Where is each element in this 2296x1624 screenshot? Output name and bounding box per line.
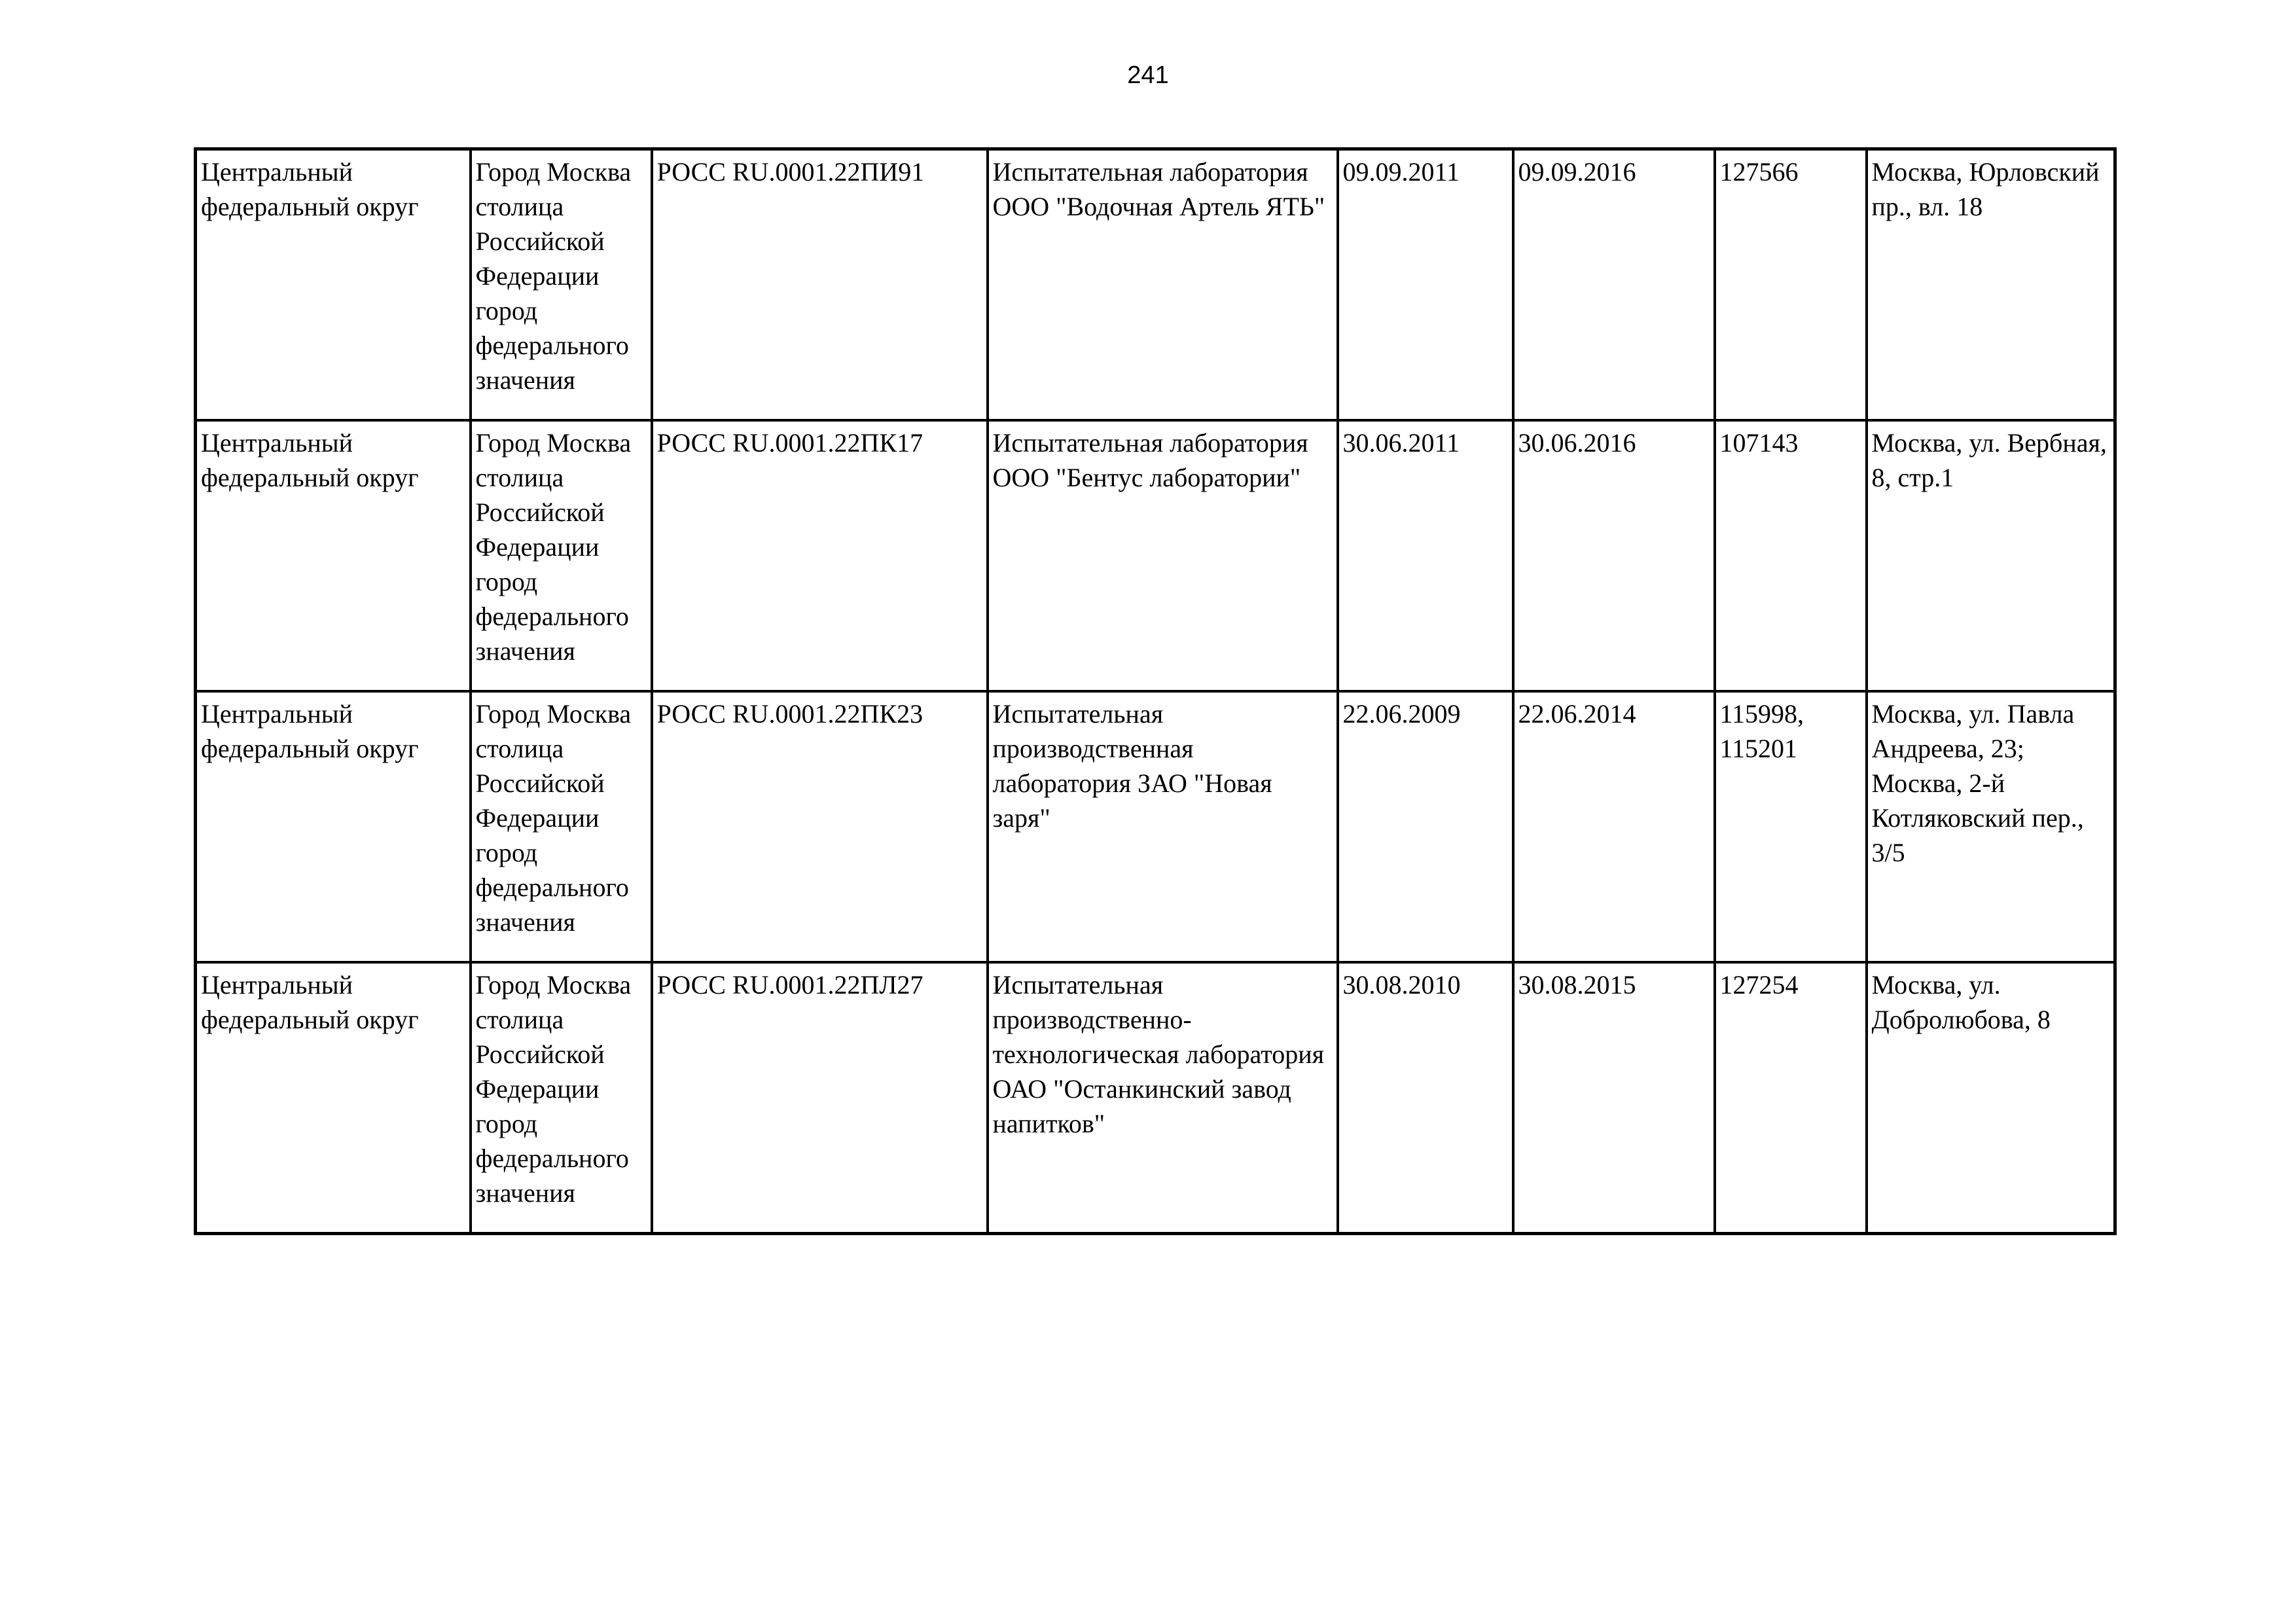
date-from-cell: 09.09.2011 (1338, 149, 1513, 421)
lab-name-cell: Испытательная лаборатория ООО "Водочная Артель ЯТЬ" (988, 149, 1338, 421)
address-cell: Москва, ул. Добролюбова, 8 (1867, 962, 2115, 1234)
reg-number-cell: РОСС RU.0001.22ПЛ27 (652, 962, 988, 1234)
region-cell: Город Москва столица Российской Федерации город федерального значения (471, 420, 652, 691)
reg-number-cell: РОСС RU.0001.22ПК17 (652, 420, 988, 691)
table-row (196, 962, 2115, 1234)
page-number: 241 (1127, 62, 1169, 89)
date-to-cell: 30.06.2016 (1513, 420, 1715, 691)
registry-table (194, 147, 2117, 1235)
region-cell: Город Москва столица Российской Федерации город федерального значения (471, 691, 652, 962)
table-row (196, 420, 2115, 691)
lab-name-cell: Испытательная производственная лаборатория ЗАО "Новая заря" (988, 691, 1338, 962)
postcode-cell: 115998, 115201 (1715, 691, 1867, 962)
date-from-cell: 30.06.2011 (1338, 420, 1513, 691)
date-from-cell: 22.06.2009 (1338, 691, 1513, 962)
address-cell: Москва, ул. Павла Андреева, 23; Москва, 2-й Котляковский пер., 3/5 (1867, 691, 2115, 962)
date-to-cell: 30.08.2015 (1513, 962, 1715, 1234)
table-row (196, 149, 2115, 421)
district-cell: Центральный федеральный округ (196, 962, 471, 1234)
lab-name-cell: Испытательная производственно-технологическая лаборатория ОАО "Останкинский завод напитков" (988, 962, 1338, 1234)
postcode-cell: 127254 (1715, 962, 1867, 1234)
district-cell: Центральный федеральный округ (196, 149, 471, 421)
region-cell: Город Москва столица Российской Федерации город федерального значения (471, 962, 652, 1234)
reg-number-cell: РОСС RU.0001.22ПК23 (652, 691, 988, 962)
postcode-cell: 107143 (1715, 420, 1867, 691)
date-to-cell: 22.06.2014 (1513, 691, 1715, 962)
district-cell: Центральный федеральный округ (196, 691, 471, 962)
table-row (196, 691, 2115, 962)
postcode-cell: 127566 (1715, 149, 1867, 421)
address-cell: Москва, Юрловский пр., вл. 18 (1867, 149, 2115, 421)
address-cell: Москва, ул. Вербная, 8, стр.1 (1867, 420, 2115, 691)
reg-number-cell: РОСС RU.0001.22ПИ91 (652, 149, 988, 421)
date-to-cell: 09.09.2016 (1513, 149, 1715, 421)
region-cell: Город Москва столица Российской Федерации город федерального значения (471, 149, 652, 421)
lab-name-cell: Испытательная лаборатория ООО "Бентус лаборатории" (988, 420, 1338, 691)
date-from-cell: 30.08.2010 (1338, 962, 1513, 1234)
district-cell: Центральный федеральный округ (196, 420, 471, 691)
